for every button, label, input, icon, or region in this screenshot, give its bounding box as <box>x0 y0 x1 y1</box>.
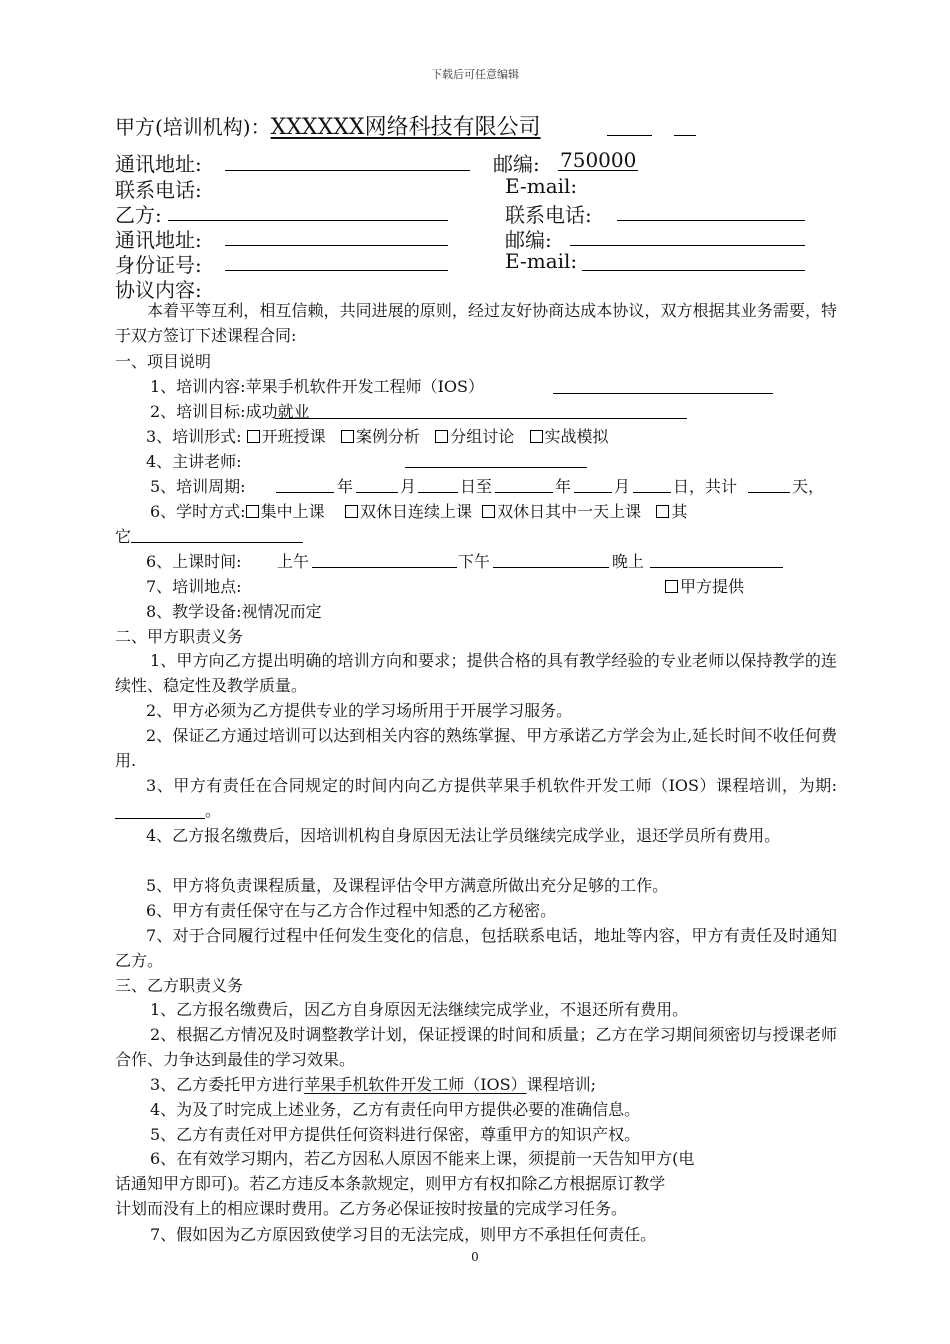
party-b-email-field[interactable] <box>582 270 805 271</box>
item6b-afternoon: 下午 <box>458 552 491 571</box>
section3-p4: 4、为及了时完成上述业务，乙方有责任向甲方提供必要的准确信息。 <box>150 1100 641 1119</box>
party-b-postcode-field[interactable] <box>570 245 805 246</box>
section2-p4 <box>115 773 837 823</box>
item6-option-3: 双休日其中一天上课 <box>497 502 642 521</box>
party-a-phone-label: 联系电话: <box>115 178 202 202</box>
item2-value: 成功就业 <box>245 402 310 421</box>
party-b-phone-field[interactable] <box>617 220 805 221</box>
item2-label: 2、培训目标: <box>150 402 246 421</box>
item1-underline <box>553 393 773 394</box>
item6-label: 6、学时方式: <box>150 502 246 521</box>
item6b-morning-field[interactable] <box>312 567 457 568</box>
item5-field-1[interactable] <box>276 492 334 493</box>
section2-p4-period-field[interactable] <box>115 802 205 819</box>
section2-p2: 2、甲方必须为乙方提供专业的学习场所用于开展学习服务。 <box>146 701 573 720</box>
party-b-id-field[interactable] <box>225 270 448 271</box>
item3-option-3: 分组讨论 <box>450 427 515 446</box>
item2-underline <box>275 418 687 419</box>
item6b-evening-field[interactable] <box>650 567 783 568</box>
party-a-postcode-label: 邮编: <box>493 152 540 176</box>
section2-p1: 1、甲方向乙方提出明确的培训方向和要求；提供合格的具有教学经验的专业老师以保持教学的连续性、稳定性及教学质量。 <box>115 651 837 695</box>
checkbox-icon[interactable] <box>482 505 495 518</box>
checkbox-icon[interactable] <box>345 505 358 518</box>
party-b-postcode-label: 邮编: <box>505 228 552 252</box>
page-header: 下载后可任意编辑 <box>431 68 519 81</box>
item5-part-4: 年 <box>555 477 572 496</box>
party-a-line <box>115 110 541 141</box>
section2-p5: 4、乙方报名缴费后，因培训机构自身原因无法让学员继续完成学业，退还学员所有费用。 <box>146 826 781 845</box>
section3-p1: 1、乙方报名缴费后，因乙方自身原因无法继续完成学业，不退还所有费用。 <box>150 1000 689 1019</box>
party-a-postcode-underline <box>558 170 638 171</box>
section2-p8: 7、对于合同履行过程中任何发生变化的信息，包括联系电话，地址等内容，甲方有责任及时通知乙方。 <box>115 926 837 970</box>
item7-label: 7、培训地点: <box>146 577 242 596</box>
item3-option-4: 实战模拟 <box>544 427 609 446</box>
item1-label: 1、培训内容: <box>150 377 246 396</box>
item8: 8、教学设备:视情况而定 <box>146 602 322 621</box>
item1-line <box>150 374 484 397</box>
section2-title: 二、甲方职责义务 <box>115 627 244 646</box>
item5-part-3: 日至 <box>460 477 493 496</box>
item7-option <box>665 574 744 597</box>
party-b-name-field[interactable] <box>168 220 448 221</box>
section3-p6-line3: 计划而没有上的相应课时费用。乙方务必保证按时按量的完成学习任务。 <box>115 1199 628 1218</box>
item4-teacher-field[interactable] <box>405 467 587 468</box>
checkbox-icon[interactable] <box>665 580 678 593</box>
item3-label: 3、培训形式: <box>146 427 242 446</box>
item5-field-4[interactable] <box>495 492 553 493</box>
section3-p3-a: 3、乙方委托甲方进行 <box>150 1075 305 1094</box>
agreement-label: 协议内容: <box>115 278 202 302</box>
section3-p2: 2、根据乙方情况及时调整教学计划，保证授课的时间和质量；乙方在学习期间须密切与授课老师合作、力争达到最佳的学习效果。 <box>115 1025 837 1069</box>
party-a-name-underline-ext <box>607 135 652 136</box>
item6b-evening: 晚上 <box>612 552 645 571</box>
party-b-email-label: E-mail: <box>505 249 578 273</box>
intro-paragraph: 本着平等互利，相互信赖，共同进展的原则，经过友好协商达成本协议，双方根据其业务需要，特于双方签订下述课程合同: <box>115 301 837 345</box>
item1-value: 苹果手机软件开发工程师（IOS） <box>245 377 484 396</box>
party-b-phone-label: 联系电话: <box>505 203 592 227</box>
section3-p6-line1: 6、在有效学习期内，若乙方因私人原因不能来上课，须提前一天告知甲方(电 <box>150 1149 695 1168</box>
item5-field-3[interactable] <box>418 492 458 493</box>
item6-cont: 它 <box>115 527 132 546</box>
item5-label: 5、培训周期: <box>150 477 246 496</box>
section3-p3-c: 课程培训; <box>526 1075 596 1094</box>
item6-line <box>150 499 687 522</box>
party-a-postcode-value: 750000 <box>560 148 637 172</box>
item6b-afternoon-field[interactable] <box>493 567 609 568</box>
section2-p3: 2、保证乙方通过培训可以达到相关内容的熟练掌握、甲方承诺乙方学会为止,延长时间不收任何费用. <box>115 726 837 770</box>
item5-part-2: 月 <box>400 477 417 496</box>
party-b-address-label: 通讯地址: <box>115 228 202 252</box>
section3-title: 三、乙方职责义务 <box>115 976 244 995</box>
section3-p5: 5、乙方有责任对甲方提供任何资料进行保密，尊重甲方的知识产权。 <box>150 1125 641 1144</box>
section2-p6: 5、甲方将负责课程质量，及课程评估令甲方满意所做出充分足够的工作。 <box>146 876 669 895</box>
item5-part-1: 年 <box>337 477 354 496</box>
section2-p4-text: 3、甲方有责任在合同规定的时间内向乙方提供苹果手机软件开发工师（IOS）课程培训，为期: <box>146 776 837 795</box>
item6-option-2: 双休日连续上课 <box>359 502 472 521</box>
party-a-label: 甲方(培训机构)： <box>115 115 271 139</box>
item6-option-1: 集中上课 <box>260 502 325 521</box>
item5-field-2[interactable] <box>356 492 398 493</box>
item5-part-7: 天， <box>792 477 825 496</box>
checkbox-icon[interactable] <box>435 430 448 443</box>
party-a-address-field[interactable] <box>225 170 470 171</box>
item5-part-5: 月 <box>614 477 631 496</box>
item3-option-1: 开班授课 <box>261 427 326 446</box>
party-b-label: 乙方: <box>115 203 162 227</box>
item6-other-field[interactable] <box>131 542 303 543</box>
section3-p3 <box>115 1072 837 1097</box>
party-a-email-label: E-mail: <box>505 174 578 198</box>
item3-line <box>146 424 609 447</box>
party-a-name: XXXXXX网络科技有限公司 <box>270 115 541 140</box>
item6b-morning: 上午 <box>277 552 310 571</box>
checkbox-icon[interactable] <box>246 505 259 518</box>
party-b-id-label: 身份证号: <box>115 253 202 277</box>
section3-p6-line2: 话通知甲方即可)。若乙方违反本条款规定，则甲方有权扣除乙方根据原订教学 <box>115 1174 666 1193</box>
party-b-address-field[interactable] <box>225 245 448 246</box>
item3-option-2: 案例分析 <box>355 427 420 446</box>
item6-option-4: 其 <box>671 502 688 521</box>
party-a-name-underline-short <box>674 135 696 136</box>
checkbox-icon[interactable] <box>656 505 669 518</box>
party-a-address-label: 通讯地址: <box>115 152 202 176</box>
item7-option-label: 甲方提供 <box>680 577 745 596</box>
section2-p4-end: 。 <box>205 801 222 820</box>
item5-field-5[interactable] <box>574 492 612 493</box>
item4-label: 4、主讲老师: <box>146 452 242 471</box>
item5-field-6[interactable] <box>633 492 671 493</box>
item6b-label: 6、上课时间: <box>146 552 242 571</box>
section3-p3-b: 苹果手机软件开发工师（IOS） <box>304 1075 527 1094</box>
item5-part-6: 日，共计 <box>673 477 738 496</box>
section3-p7: 7、假如因为乙方原因致使学习目的无法完成，则甲方不承担任何责任。 <box>150 1225 657 1244</box>
page-number: 0 <box>471 1250 479 1264</box>
checkbox-icon[interactable] <box>247 430 260 443</box>
item5-field-7[interactable] <box>748 492 790 493</box>
section1-title: 一、项目说明 <box>115 352 212 371</box>
checkbox-icon[interactable] <box>341 430 354 443</box>
checkbox-icon[interactable] <box>530 430 543 443</box>
section2-p7: 6、甲方有责任保守在与乙方合作过程中知悉的乙方秘密。 <box>146 901 557 920</box>
